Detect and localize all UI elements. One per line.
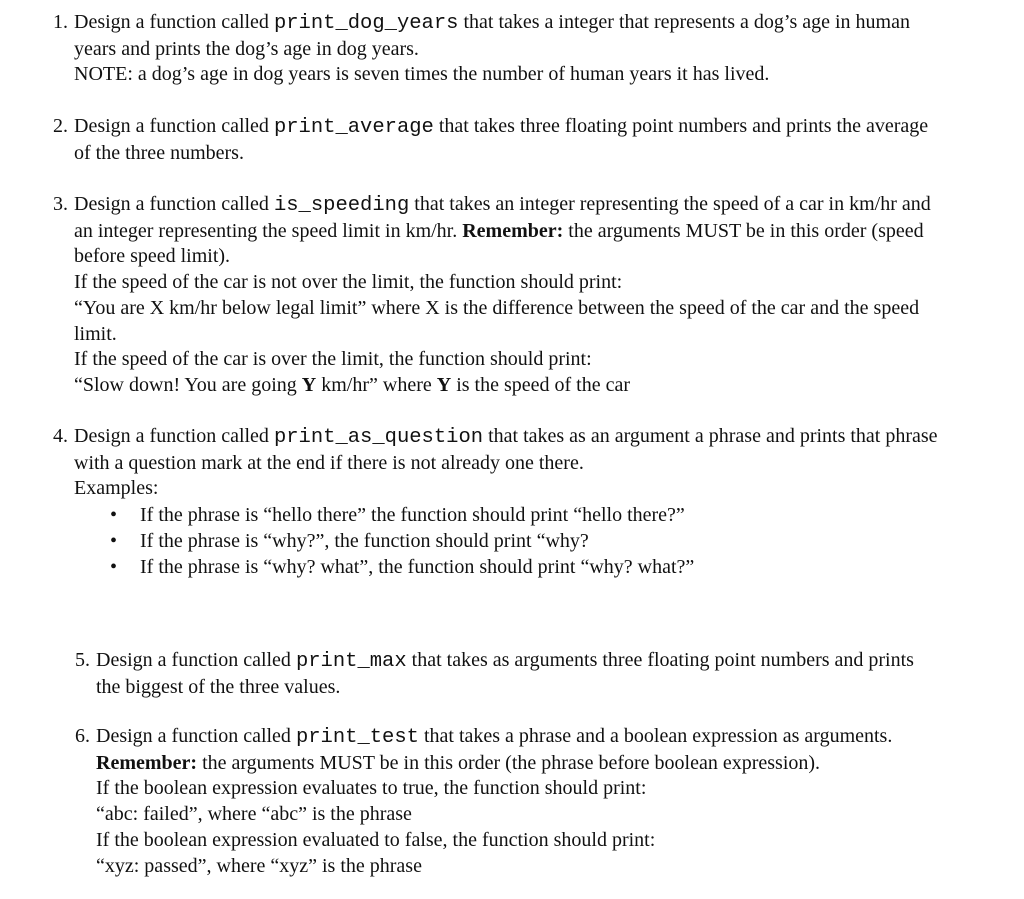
question-lead: Design a function called (96, 725, 296, 747)
question-4 (38, 424, 938, 580)
bullet-icon: • (110, 504, 118, 527)
output-line (74, 373, 940, 399)
output-text: km/hr” where (316, 373, 437, 396)
question-text: that takes three floating point numbers and prints the average of the three numbers. (74, 115, 929, 164)
function-name: is_speeding (273, 194, 410, 217)
question-text: that takes as arguments three floating point numbers and prints the biggest of the three values. (96, 649, 914, 698)
question-3 (38, 192, 938, 399)
question-note: NOTE: a dog’s age in dog years is seven times the number of human years it has lived. (74, 63, 770, 86)
question-lead: Design a function called (74, 115, 274, 137)
examples-label: Examples: (74, 477, 159, 500)
question-number: 6. (75, 725, 90, 747)
output-line: “xyz: passed”, where “xyz” is the phrase (96, 854, 422, 877)
question-number: 2. (53, 115, 68, 137)
example-text: If the phrase is “why?”, the function should print “why? (140, 529, 589, 552)
remember-text: the arguments MUST be in this order (the phrase before boolean expression). (197, 751, 821, 774)
example-text: If the phrase is “hello there” the function should print “hello there?” (140, 504, 685, 527)
function-name: print_dog_years (273, 12, 459, 35)
condition-line: If the boolean expression evaluated to false, the function should print: (96, 828, 656, 851)
question-lead: Design a function called (74, 193, 274, 215)
question-number: 1. (53, 11, 68, 33)
variable-y: Y (436, 373, 452, 396)
question-2 (38, 114, 938, 166)
function-name: print_max (295, 650, 407, 673)
question-5 (60, 648, 960, 700)
question-6 (60, 724, 960, 879)
question-text: that takes an integer representing the speed of a car in km/hr and an integer representing the speed limit in km/hr. (74, 193, 931, 242)
function-name: print_average (273, 116, 434, 139)
question-lead: Design a function called (96, 649, 296, 671)
output-text: is the speed of the car (451, 373, 631, 396)
question-number: 5. (75, 649, 90, 671)
condition-line: If the boolean expression evaluates to true, the function should print: (96, 777, 647, 800)
list-item (74, 529, 940, 555)
question-number: 3. (53, 193, 68, 215)
examples-list (74, 503, 940, 580)
remember-label: Remember: (96, 751, 198, 774)
function-name: print_as_question (273, 426, 484, 449)
question-lead: Design a function called (74, 425, 274, 447)
list-item (74, 555, 940, 581)
question-number: 4. (53, 425, 68, 447)
condition-line: If the speed of the car is not over the limit, the function should print: (74, 271, 623, 294)
list-item (74, 503, 940, 529)
question-lead: Design a function called (74, 11, 274, 33)
remember-label: Remember: (462, 219, 564, 242)
output-text: “Slow down! You are going (74, 373, 302, 396)
variable-y: Y (301, 373, 317, 396)
question-text: that takes a integer that represents a dog’s age in human years and prints the dog’s age in dog years. (74, 11, 910, 60)
condition-line: If the speed of the car is over the limit, the function should print: (74, 348, 592, 371)
function-name: print_test (295, 726, 419, 749)
bullet-icon: • (110, 529, 118, 552)
bullet-icon: • (110, 555, 118, 578)
output-line: “abc: failed”, where “abc” is the phrase (96, 803, 412, 826)
question-text: that takes a phrase and a boolean expression as arguments. (418, 725, 893, 747)
question-1 (38, 10, 938, 88)
remember-text: the arguments MUST be in this order (speed before speed limit). (74, 219, 924, 268)
example-text: If the phrase is “why? what”, the function should print “why? what?” (140, 555, 695, 578)
question-text: that takes as an argument a phrase and prints that phrase with a question mark at the end if there is not already one there. (74, 425, 938, 474)
output-line: “You are X km/hr below legal limit” where X is the difference between the speed of the car and the speed limit. (74, 296, 920, 345)
